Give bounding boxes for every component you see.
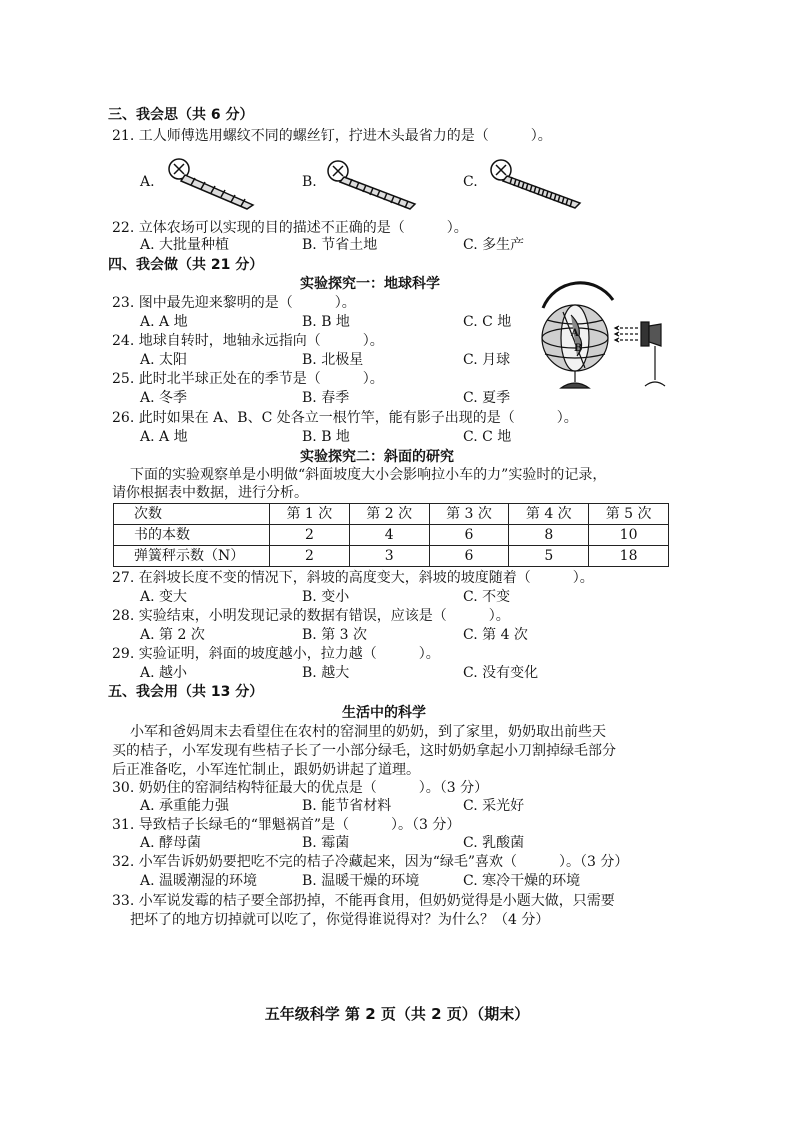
table-cell: 6 bbox=[429, 546, 509, 567]
section-5-title: 五、我会用（共 13 分） bbox=[108, 684, 264, 700]
q29-option-a: A. 越小 bbox=[140, 665, 188, 681]
table-cell: 2 bbox=[270, 525, 350, 546]
section-3-title: 三、我会思（共 6 分） bbox=[108, 107, 254, 123]
table-cell: 18 bbox=[589, 546, 669, 567]
table-cell: 弹簧秤示数（N） bbox=[114, 546, 270, 567]
q22-option-a: A. 大批量种植 bbox=[140, 237, 230, 253]
table-row bbox=[114, 525, 669, 546]
experiment-2-intro-line2: 请你根据表中数据，进行分析。 bbox=[112, 485, 308, 501]
q31-option-b: B. 霉菌 bbox=[302, 835, 350, 851]
question-30: 30. 奶奶住的窑洞结构特征最大的优点是（ ）。（3 分） bbox=[112, 780, 489, 796]
q25-option-b: B. 春季 bbox=[302, 390, 350, 406]
q25-option-c: C. 夏季 bbox=[463, 390, 511, 406]
question-29: 29. 实验证明，斜面的坡度越小，拉力越（ ）。 bbox=[112, 646, 440, 662]
table-header-row bbox=[114, 504, 669, 525]
table-header-cell: 第 4 次 bbox=[509, 504, 589, 525]
q31-option-a: A. 酵母菌 bbox=[140, 835, 202, 851]
table-row bbox=[114, 546, 669, 567]
table-cell: 书的本数 bbox=[114, 525, 270, 546]
q28-option-a: A. 第 2 次 bbox=[140, 627, 205, 643]
globe-label-a: A bbox=[571, 328, 579, 339]
q26-option-c: C. C 地 bbox=[463, 429, 512, 445]
q22-option-b: B. 节省土地 bbox=[302, 237, 378, 253]
table-header-cell: 第 5 次 bbox=[589, 504, 669, 525]
question-33-line1: 33. 小军说发霉的桔子要全部扔掉，不能再食用，但奶奶觉得是小题大做，只需要 bbox=[112, 893, 615, 909]
table-header-cell: 次数 bbox=[114, 504, 270, 525]
question-26: 26. 此时如果在 A、B、C 处各立一根竹竿，能有影子出现的是（ ）。 bbox=[112, 410, 578, 426]
section-4-title: 四、我会做（共 21 分） bbox=[108, 257, 264, 273]
q21-option-c-label: C. bbox=[463, 174, 478, 190]
q21-option-b-label: B. bbox=[302, 174, 317, 190]
table-header-cell: 第 1 次 bbox=[270, 504, 350, 525]
q28-option-b: B. 第 3 次 bbox=[302, 627, 367, 643]
experiment-2-title: 实验探究二：斜面的研究 bbox=[300, 449, 454, 465]
question-25: 25. 此时北半球正处在的季节是（ ）。 bbox=[112, 371, 384, 387]
table-cell: 2 bbox=[270, 546, 350, 567]
screw-a-image bbox=[165, 155, 265, 215]
question-31: 31. 导致桔子长绿毛的“罪魁祸首”是（ ）。（3 分） bbox=[112, 817, 461, 833]
q27-option-b: B. 变小 bbox=[302, 589, 350, 605]
q29-option-b: B. 越大 bbox=[302, 665, 350, 681]
q30-option-c: C. 采光好 bbox=[463, 798, 525, 814]
q28-option-c: C. 第 4 次 bbox=[463, 627, 528, 643]
q31-option-c: C. 乳酸菌 bbox=[463, 835, 525, 851]
table-cell: 3 bbox=[349, 546, 429, 567]
table-cell: 4 bbox=[349, 525, 429, 546]
q32-option-c: C. 寒冷干燥的环境 bbox=[463, 873, 581, 889]
q22-option-c: C. 多生产 bbox=[463, 237, 525, 253]
table-cell: 5 bbox=[509, 546, 589, 567]
story-paragraph-line2: 买的桔子，小军发现有些桔子长了一小部分绿毛，这时奶奶拿起小刀割掉绿毛部分 bbox=[112, 743, 616, 759]
q27-option-c: C. 不变 bbox=[463, 589, 511, 605]
q21-option-a-label: A. bbox=[140, 174, 155, 190]
story-title: 生活中的科学 bbox=[342, 705, 426, 721]
story-paragraph-line1: 小军和爸妈周末去看望住在农村的窑洞里的奶奶，到了家里，奶奶取出前些天 bbox=[130, 724, 606, 740]
q26-option-b: B. B 地 bbox=[302, 429, 350, 445]
question-21: 21. 工人师傅选用螺纹不同的螺丝钉，拧进木头最省力的是（ ）。 bbox=[112, 128, 552, 144]
question-27: 27. 在斜坡长度不变的情况下，斜坡的高度变大，斜坡的坡度随着（ ）。 bbox=[112, 570, 594, 586]
screw-b-image bbox=[325, 158, 425, 214]
table-cell: 10 bbox=[589, 525, 669, 546]
q23-option-a: A. A 地 bbox=[140, 314, 188, 330]
globe-label-b: B bbox=[574, 343, 583, 354]
table-header-cell: 第 3 次 bbox=[429, 504, 509, 525]
q32-option-a: A. 温暖潮湿的环境 bbox=[140, 873, 258, 889]
page-footer: 五年级科学 第 2 页（共 2 页）（期末） bbox=[264, 1005, 530, 1023]
q24-option-b: B. 北极星 bbox=[302, 352, 364, 368]
q23-option-c: C. C 地 bbox=[463, 314, 512, 330]
q32-option-b: B. 温暖干燥的环境 bbox=[302, 873, 420, 889]
screw-c-image bbox=[488, 157, 588, 213]
q29-option-c: C. 没有变化 bbox=[463, 665, 539, 681]
q24-option-c: C. 月球 bbox=[463, 352, 511, 368]
question-32: 32. 小军告诉奶奶要把吃不完的桔子冷藏起来，因为“绿毛”喜欢（ ）。（3 分） bbox=[112, 854, 629, 870]
globe-lamp-illustration bbox=[535, 290, 675, 400]
table-cell: 8 bbox=[509, 525, 589, 546]
experiment-2-intro-line1: 下面的实验观察单是小明做“斜面坡度大小会影响拉小车的力”实验时的记录， bbox=[130, 467, 607, 483]
experiment-1-title: 实验探究一：地球科学 bbox=[300, 276, 440, 292]
experiment-data-table bbox=[113, 503, 669, 567]
table-header-cell: 第 2 次 bbox=[349, 504, 429, 525]
table-cell: 6 bbox=[429, 525, 509, 546]
q26-option-a: A. A 地 bbox=[140, 429, 188, 445]
q30-option-a: A. 承重能力强 bbox=[140, 798, 230, 814]
question-22: 22. 立体农场可以实现的目的描述不正确的是（ ）。 bbox=[112, 220, 468, 236]
question-24: 24. 地球自转时，地轴永远指向（ ）。 bbox=[112, 333, 384, 349]
q24-option-a: A. 太阳 bbox=[140, 352, 188, 368]
question-33-line2: 把坏了的地方切掉就可以吃了，你觉得谁说得对？为什么？（4 分） bbox=[130, 912, 550, 928]
story-paragraph-line3: 后正准备吃，小军连忙制止，跟奶奶讲起了道理。 bbox=[112, 762, 420, 778]
question-23: 23. 图中最先迎来黎明的是（ ）。 bbox=[112, 295, 356, 311]
q30-option-b: B. 能节省材料 bbox=[302, 798, 392, 814]
q23-option-b: B. B 地 bbox=[302, 314, 350, 330]
question-28: 28. 实验结束，小明发现记录的数据有错误，应该是（ ）。 bbox=[112, 608, 510, 624]
q27-option-a: A. 变大 bbox=[140, 589, 188, 605]
q25-option-a: A. 冬季 bbox=[140, 390, 188, 406]
